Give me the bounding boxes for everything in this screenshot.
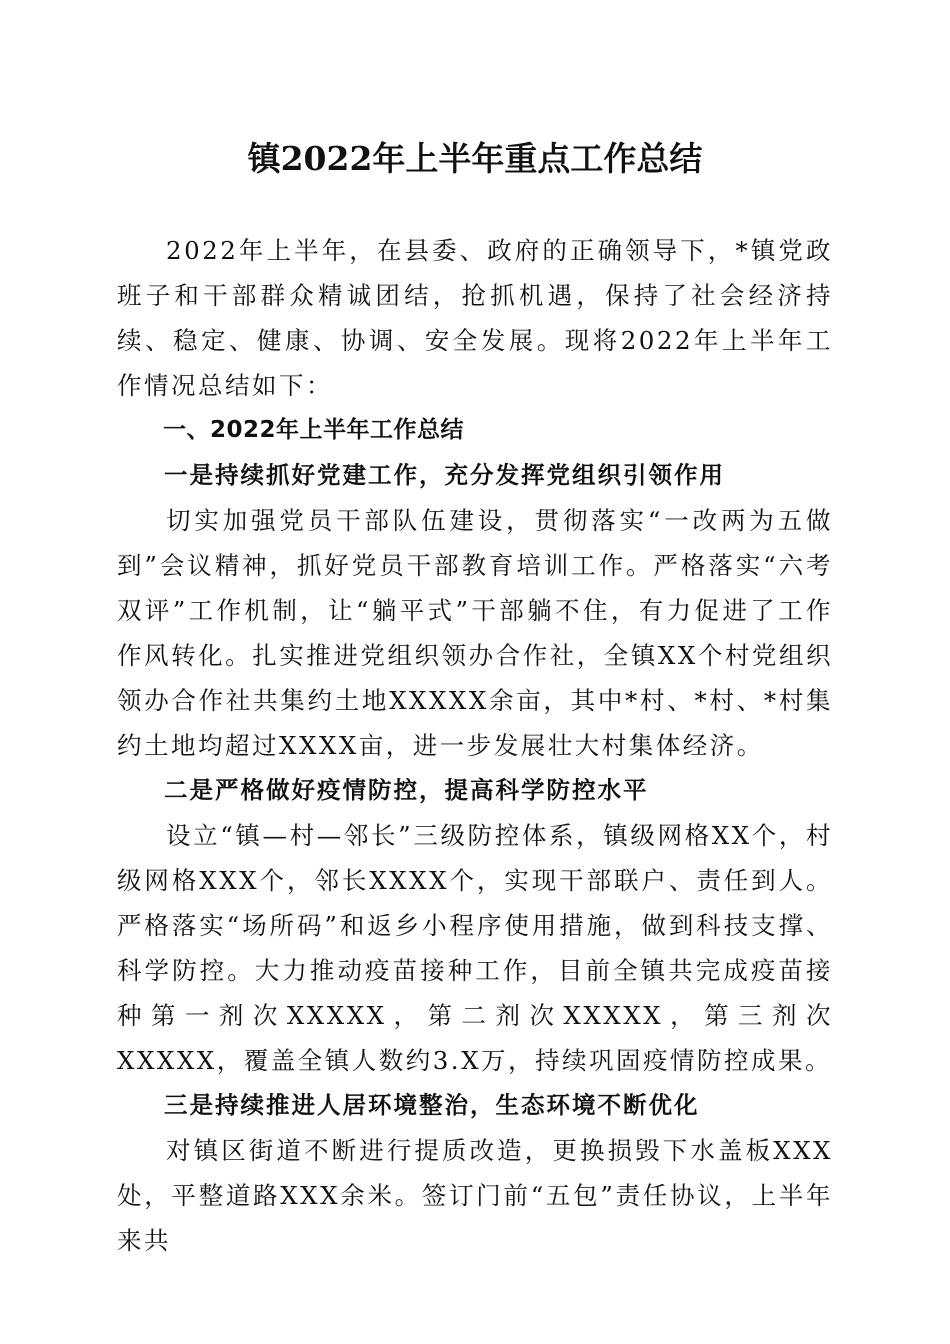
subsection-heading-party-building: 一是持续抓好党建工作，充分发挥党组织引领作用 [164,461,725,489]
epidemic-paragraph: 设立“镇—村—邻长”三级防控体系，镇级网格XX个，村级网格XXX个，邻长XXXX个，实现干部联户、责任到人。严格落实“场所码”和返乡小程序使用措施，做到科技支撑、科学防控。大力推动疫苗接种工作，目前全镇共完成疫苗接种第一剂次XXXXX，第二剂次XXXXX，第三剂次XXXXX，覆盖全镇人数约3.X万，持续巩固疫情防控成果。 [117,821,833,1075]
environment-paragraph: 对镇区街道不断进行提质改造，更换损毁下水盖板XXX处，平整道路XXX余米。签订门前“五包”责任协议，上半年来共 [117,1136,833,1255]
party-building-paragraph: 切实加强党员干部队伍建设，贯彻落实“一改两为五做到”会议精神，抓好党员干部教育培训工作。严格落实“六考双评”工作机制，让“躺平式”干部躺不住，有力促进了工作作风转化。扎实推进党组织领办合作社，全镇XX个村党组织领办合作社共集约土地XXXXX余亩，其中*村、*村、*村集约土地均超过XXXX亩，进一步发展壮大村集体经济。 [117,506,833,760]
subsection-heading-epidemic: 二是严格做好疫情防控，提高科学防控水平 [164,776,649,804]
document-title: 镇2022年上半年重点工作总结 [247,139,703,178]
intro-paragraph: 2022年上半年，在县委、政府的正确领导下，*镇党政班子和干部群众精诚团结，抢抓机遇，保持了社会经济持续、稳定、健康、协调、安全发展。现将2022年上半年工作情况总结如下： [117,236,833,400]
subsection-heading-environment: 三是持续推进人居环境整治，生态环境不断优化 [164,1091,700,1119]
section-heading: 一、2022年上半年工作总结 [163,417,465,443]
document-body [117,228,833,1263]
